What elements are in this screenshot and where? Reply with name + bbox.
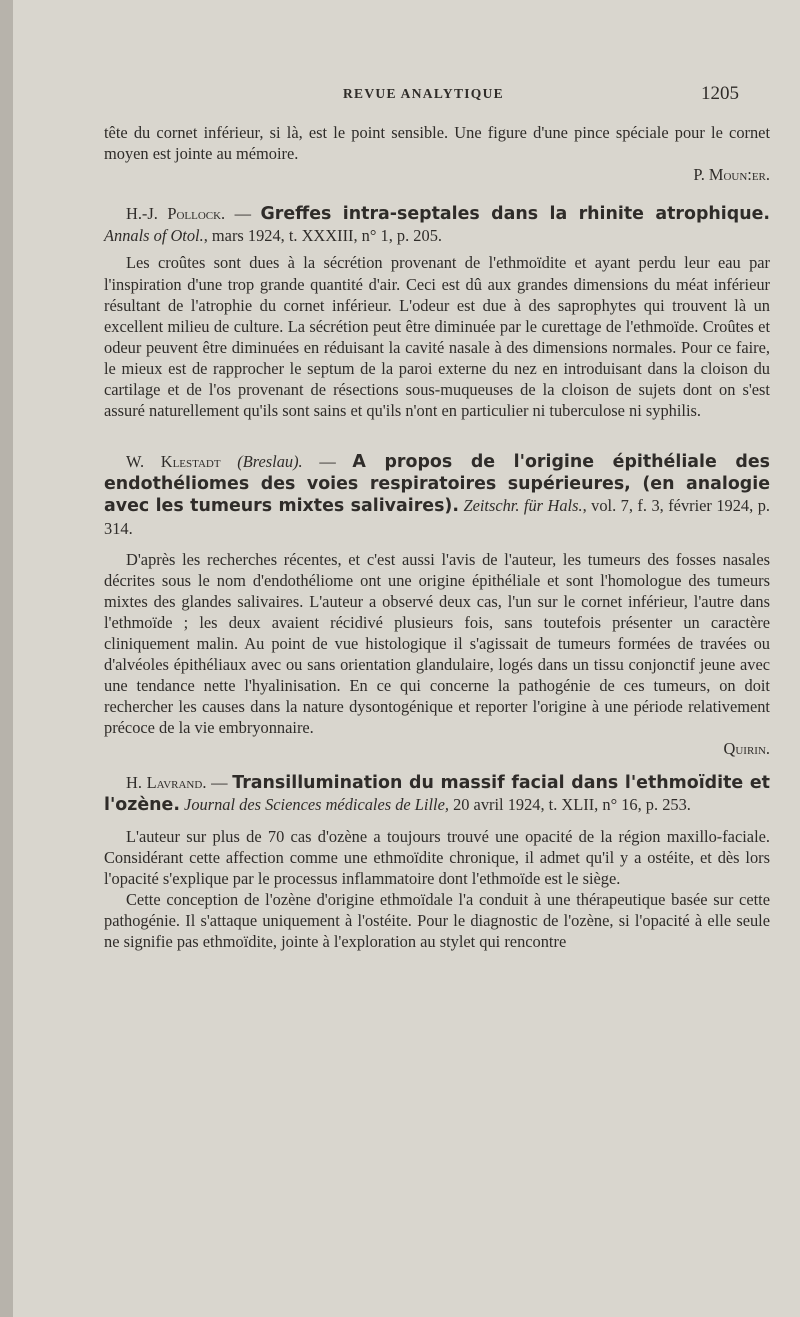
- author-name: H.-J. Pollock.: [126, 204, 226, 224]
- running-head: REVUE ANALYTIQUE: [343, 86, 504, 101]
- page-header: [13, 83, 800, 107]
- citation-details: , vol. 7, f. 3, février 1924, p. 314.: [104, 496, 770, 538]
- abstract-heading: [104, 203, 770, 246]
- article-title: A propos de l'origine épithéliale des endothéliomes des voies respiratoires supérieures, (en analogie avec les tumeurs mixtes salivaires).: [104, 452, 770, 517]
- journal-name: Annals of Otol.: [104, 226, 204, 246]
- author-name: H. Lavrand.: [126, 772, 207, 792]
- abstract-heading: [104, 451, 770, 538]
- signature: P. Moun:er.: [693, 165, 770, 185]
- continued-paragraph: tête du cornet inférieur, si là, est le point sensible. Une figure d'une pince spéciale pour le cornet moyen est jointe au mémoire.: [104, 123, 770, 164]
- journal-name: Journal des Sciences médicales de Lille,: [184, 794, 449, 814]
- signature: Quirin.: [723, 739, 770, 759]
- abstract-paragraph: L'auteur sur plus de 70 cas d'ozène a toujours trouvé une opacité de la région maxillo-faciale. Considérant cette affection comme une ethmoïdite chronique, il admet qu'il y a ostéite, et dès lors l'opacité s'explique par le processus inflammatoire dont l'ethmoïde est le siège.: [104, 826, 770, 888]
- journal-name: Zeitschr. für Hals.: [463, 496, 583, 516]
- page-number: 1205: [701, 83, 739, 104]
- separator-dash: —: [302, 452, 353, 472]
- abstract-paragraph: Les croûtes sont dues à la sécrétion provenant de l'ethmoïdite et ayant perdu leur eau par l'inspiration d'une trop grande quantité d'air. Ceci est dû aux grandes dimensions du méat inférieur résultant de l'atrophie du cornet inférieur. L'odeur est due à des saprophytes qui trouvent là un excellent milieu de culture. La sécrétion peut être diminuée par le curettage de l'ethmoïde. Croûtes et odeur peuvent être diminuées en réduisant la cavité nasale à des dimensions normales. Pour ce faire, le mieux est de rapprocher le septum de la paroi externe du nez en introduisant dans la cloison du cartilage et de l'os provenant de résections sous-muqueuses de la cloison de sujets dont on s'est assuré naturellement qu'ils sont sains et qu'ils n'ont en particulier ni tuberculose ni syphilis.: [104, 253, 770, 421]
- citation-details: 20 avril 1924, t. XLII, n° 16, p. 253.: [448, 794, 691, 814]
- page-body: [104, 122, 770, 952]
- abstract-heading: [104, 772, 770, 816]
- author-name: W. Klestadt: [126, 452, 221, 472]
- separator-dash: —: [206, 772, 233, 792]
- author-location: (Breslau).: [237, 452, 303, 472]
- article-title: Greffes intra-septales dans la rhinite atrophique.: [260, 204, 770, 225]
- abstract-paragraph: Cette conception de l'ozène d'origine ethmoïdale l'a conduit à une thérapeutique basée sur cette pathogénie. Il s'attaque uniquement à l'ostéite. Pour le diagnostic de l'ozène, si l'opacité à elle seule ne signifie pas ethmoïdite, jointe à l'exploration au stylet qui rencontre: [104, 890, 770, 952]
- article-title: Transillumination du massif facial dans l'ethmoïdite et l'ozène.: [104, 772, 770, 815]
- abstract-paragraph: D'après les recherches récentes, et c'est aussi l'avis de l'auteur, les tumeurs des fosses nasales décrites sous le nom d'endothéliome ont une origine épithéliale et sont l'homologue des tumeurs mixtes des glandes salivaires. L'auteur a observé deux cas, l'un sur le cornet inférieur, l'autre dans l'ethmoïde ; les deux avaient récidivé plusieurs fois, sans toutefois présenter un caractère cliniquement malin. Au point de vue histologique il s'agissait de tumeurs formées de travées ou d'alvéoles épithéliaux avec ou sans orientation glandulaire, logés dans un tissu conjonctif jeune avec une tendance nette l'hyalinisation. En ce qui concerne la pathogénie de ces tumeurs, on doit rechercher les causes dans la nature dysontogénique et reporter l'origine à une période relativement précoce de la vie embryonnaire.: [104, 549, 770, 738]
- citation-details: , mars 1924, t. XXXIII, n° 1, p. 205.: [203, 226, 442, 246]
- journal-page: [13, 0, 800, 1317]
- separator-dash: —: [225, 204, 261, 224]
